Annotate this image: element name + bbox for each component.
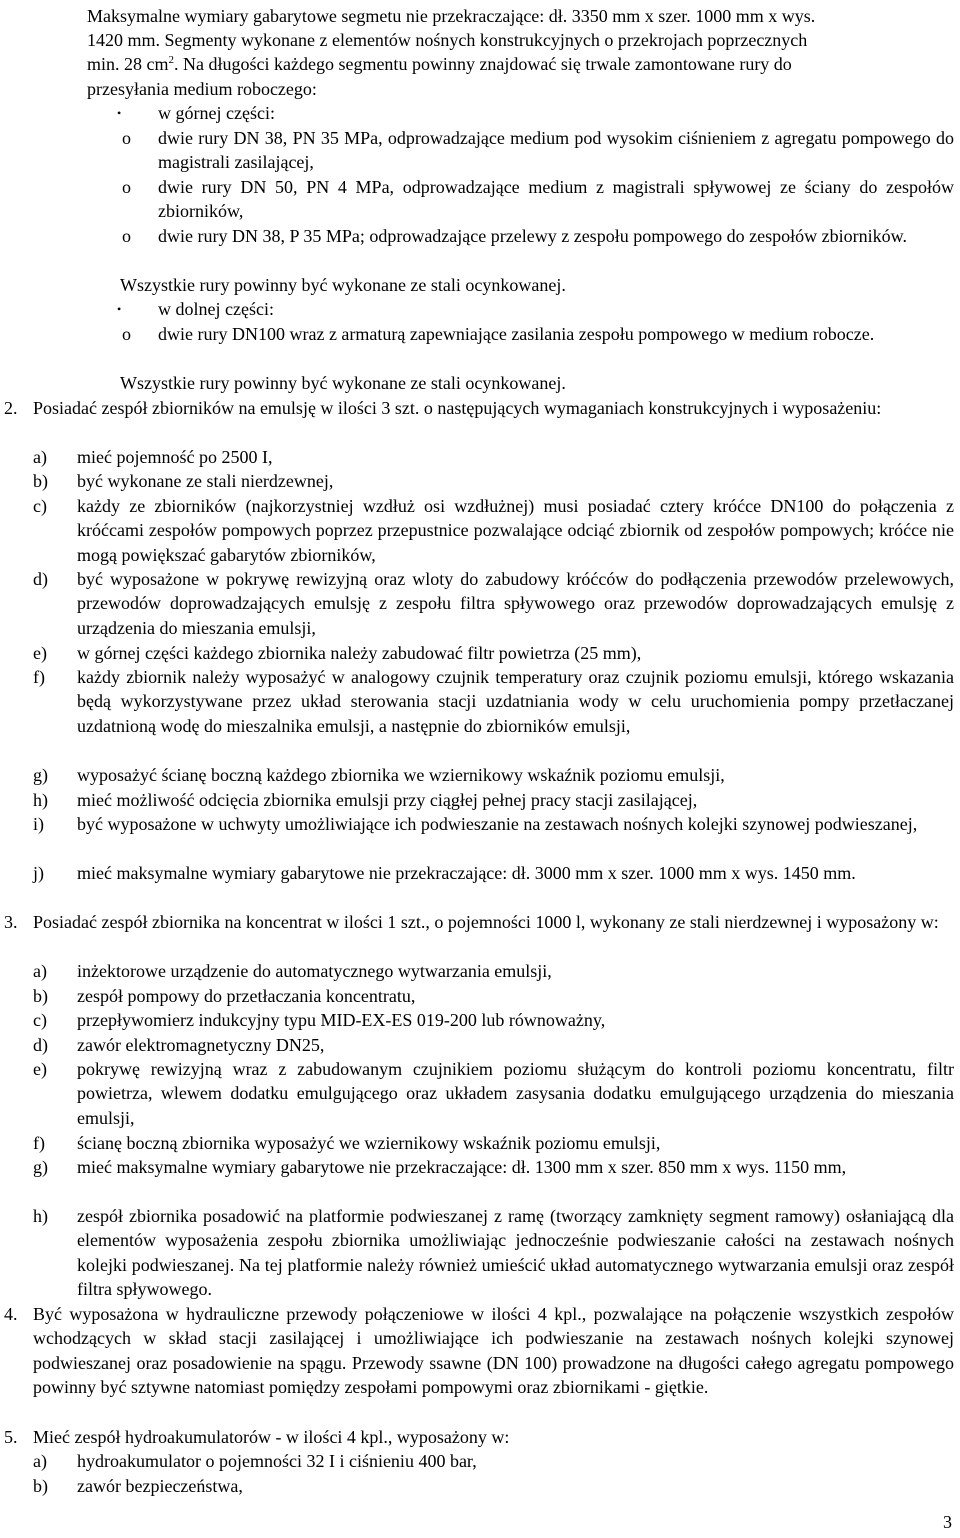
s3-item-c-label: c) <box>33 1010 47 1030</box>
intro-line-3-end: . Na długości każdego segmentu powinny znajdować się trwale zamontowane rury do <box>174 54 792 74</box>
s2-item-h-label: h) <box>33 790 48 810</box>
s3-item-d: zawór elektromagnetyczny DN25, <box>77 1035 325 1055</box>
s2-item-i: być wyposażone w uchwyty umożliwiające ich podwieszanie na zestawach nośnych kolejki szynowej podwieszanej, <box>77 814 918 834</box>
s2-item-i-label: i) <box>33 814 44 834</box>
upper-item-2-marker: o <box>122 177 131 197</box>
s2-item-j: mieć maksymalne wymiary gabarytowe nie przekraczające: dł. 3000 mm x szer. 1000 mm x wys. 1450 mm. <box>77 863 856 883</box>
lower-item-1: dwie rury DN100 wraz z armaturą zapewniające zasilania zespołu pompowego w medium robocze. <box>158 324 875 344</box>
superscript-two: 2 <box>168 54 174 66</box>
s3-item-h: zespół zbiornika posadowić na platformie podwieszanej z ramę (tworzący zamknięty segment ramowy) osłaniającą dla elementów wyposażenia zespołu zbiornika umożliwiając jednocześnie podwieszanie całości na zestawach nośnych kolejki podwieszanej. Na tej platformie należy również umieścić układ automatycznego wytwarzania emulsji oraz zespół filtra spływowego. <box>77 1206 954 1299</box>
section-3-number: 3. <box>4 912 18 932</box>
s2-item-c-label: c) <box>33 496 47 516</box>
s3-item-a-label: a) <box>33 961 47 981</box>
s3-item-g-label: g) <box>33 1157 48 1177</box>
s3-item-f-label: f) <box>33 1133 45 1153</box>
s2-item-b-label: b) <box>33 471 48 491</box>
intro-line-4: przesyłania medium roboczego: <box>87 79 317 99</box>
upper-part-label: w górnej części: <box>158 103 275 123</box>
lower-part-label: w dolnej części: <box>158 299 274 319</box>
section-5-number: 5. <box>4 1427 18 1447</box>
lower-item-1-marker: o <box>122 324 131 344</box>
section-2-number: 2. <box>4 398 18 418</box>
s3-item-e: pokrywę rewizyjną wraz z zabudowanym czujnikiem poziomu służącym do kontroli poziomu koncentratu, filtr powietrza, wlewem dodatku emulgującego oraz układem zasysania dodatku emulgującego urządzenia do mieszania emulsji, <box>77 1059 954 1128</box>
section-2-text: Posiadać zespół zbiorników na emulsję w ilości 3 szt. o następujących wymaganiach konstrukcyjnych i wyposażeniu: <box>33 398 882 418</box>
s5-item-b: zawór bezpieczeństwa, <box>77 1476 243 1496</box>
upper-item-1-marker: o <box>122 128 131 148</box>
s5-item-a: hydroakumulator o pojemności 32 I i ciśnieniu 400 bar, <box>77 1451 477 1471</box>
s2-item-d: być wyposażone w pokrywę rewizyjną oraz wloty do zabudowy króćców do podłączenia przewodów przelewowych, przewodów doprowadzających emulsję z zespołu filtra spływowego oraz przewodów doprowadzających emulsję z urządzenia do mieszania emulsji, <box>77 569 954 638</box>
section-4-text: Być wyposażona w hydrauliczne przewody połączeniowe w ilości 4 kpl., pozwalające na połączenie wszystkich zespołów wchodzących w skład stacji zasilającej i umożliwiające ich podwieszanie na zestawach nośnych kolejki szynowej podwieszanej oraz posadowienie na spągu. Przewody ssawne (DN 100) prowadzone na długości całego agregatu pompowego powinny być sztywne natomiast pomiędzy zespołami pompowymi oraz zbiornikami - giętkie. <box>33 1304 954 1397</box>
upper-item-2: dwie rury DN 50, PN 4 MPa, odprowadzające medium z magistrali spływowej ze ściany do zespołów zbiorników, <box>158 177 954 222</box>
s3-item-a: inżektorowe urządzenie do automatycznego wytwarzania emulsji, <box>77 961 552 981</box>
s3-item-c: przepływomierz indukcyjny typu MID-EX-ES 019-200 lub równoważny, <box>77 1010 606 1030</box>
s3-item-e-label: e) <box>33 1059 47 1079</box>
s5-item-b-label: b) <box>33 1476 48 1496</box>
s2-item-f-label: f) <box>33 667 45 687</box>
upper-note: Wszystkie rury powinny być wykonane ze stali ocynkowanej. <box>120 275 566 295</box>
section-5-text: Mieć zespół hydroakumulatorów - w ilości 4 kpl., wyposażony w: <box>33 1427 510 1447</box>
intro-line-3 <box>87 52 953 76</box>
intro-line-3-start: min. 28 cm <box>87 54 169 74</box>
upper-item-1: dwie rury DN 38, PN 35 MPa, odprowadzające medium pod wysokim ciśnieniem z agregatu pompowego do magistrali zasilającej, <box>158 128 954 173</box>
s2-item-e: w górnej części każdego zbiornika należy zabudować filtr powietrza (25 mm), <box>77 643 642 663</box>
s2-item-c: każdy ze zbiorników (najkorzystniej wzdłuż osi wzdłużnej) musi posiadać cztery króćce DN100 do połączenia z króćcami zespołów pompowych poprzez przepustnice pozwalające odciąć zbiornik od zespołów pompowych; króćce nie mogą powiększać gabarytów zbiorników, <box>77 496 954 565</box>
s2-item-e-label: e) <box>33 643 47 663</box>
s2-item-b: być wykonane ze stali nierdzewnej, <box>77 471 334 491</box>
s2-item-f: każdy zbiornik należy wyposażyć w analogowy czujnik temperatury oraz czujnik poziomu emulsji, którego wskazania będą wykorzystywane przez układ sterowania stacji uzdatniania wody w celu uruchomienia pompy przetłaczanej uzdatnioną wodę do mieszalnika emulsji, a następnie do zbiorników emulsji, <box>77 667 954 736</box>
page-number: 3 <box>943 1512 952 1532</box>
lower-note: Wszystkie rury powinny być wykonane ze stali ocynkowanej. <box>120 373 566 393</box>
s2-item-a: mieć pojemność po 2500 I, <box>77 447 273 467</box>
s2-item-g-label: g) <box>33 765 48 785</box>
s3-item-b-label: b) <box>33 986 48 1006</box>
bullet-lower: • <box>117 302 122 316</box>
s3-item-h-label: h) <box>33 1206 48 1226</box>
s2-item-a-label: a) <box>33 447 47 467</box>
s2-item-j-label: j) <box>33 863 44 883</box>
s3-item-g: mieć maksymalne wymiary gabarytowe nie przekraczające: dł. 1300 mm x szer. 850 mm x wys. 1150 mm, <box>77 1157 847 1177</box>
s2-item-g: wyposażyć ścianę boczną każdego zbiornika we wziernikowy wskaźnik poziomu emulsji, <box>77 765 725 785</box>
bullet-upper: • <box>117 106 122 120</box>
s2-item-d-label: d) <box>33 569 48 589</box>
section-4-number: 4. <box>4 1304 18 1324</box>
intro-line-1: Maksymalne wymiary gabarytowe segmetu nie przekraczające: dł. 3350 mm x szer. 1000 mm x wys. <box>87 6 816 26</box>
s3-item-b: zespół pompowy do przetłaczania koncentratu, <box>77 986 416 1006</box>
s2-item-h: mieć możliwość odcięcia zbiornika emulsji przy ciągłej pełnej pracy stacji zasilającej, <box>77 790 698 810</box>
section-3-text: Posiadać zespół zbiornika na koncentrat w ilości 1 szt., o pojemności 1000 l, wykonany ze stali nierdzewnej i wyposażony w: <box>33 912 939 932</box>
s3-item-f: ścianę boczną zbiornika wyposażyć we wziernikowy wskaźnik poziomu emulsji, <box>77 1133 661 1153</box>
intro-line-2: 1420 mm. Segmenty wykonane z elementów nośnych konstrukcyjnych o przekrojach poprzecznych <box>87 30 808 50</box>
upper-item-3: dwie rury DN 38, P 35 MPa; odprowadzające przelewy z zespołu pompowego do zespołów zbiorników. <box>158 226 907 246</box>
s3-item-d-label: d) <box>33 1035 48 1055</box>
upper-item-3-marker: o <box>122 226 131 246</box>
s5-item-a-label: a) <box>33 1451 47 1471</box>
